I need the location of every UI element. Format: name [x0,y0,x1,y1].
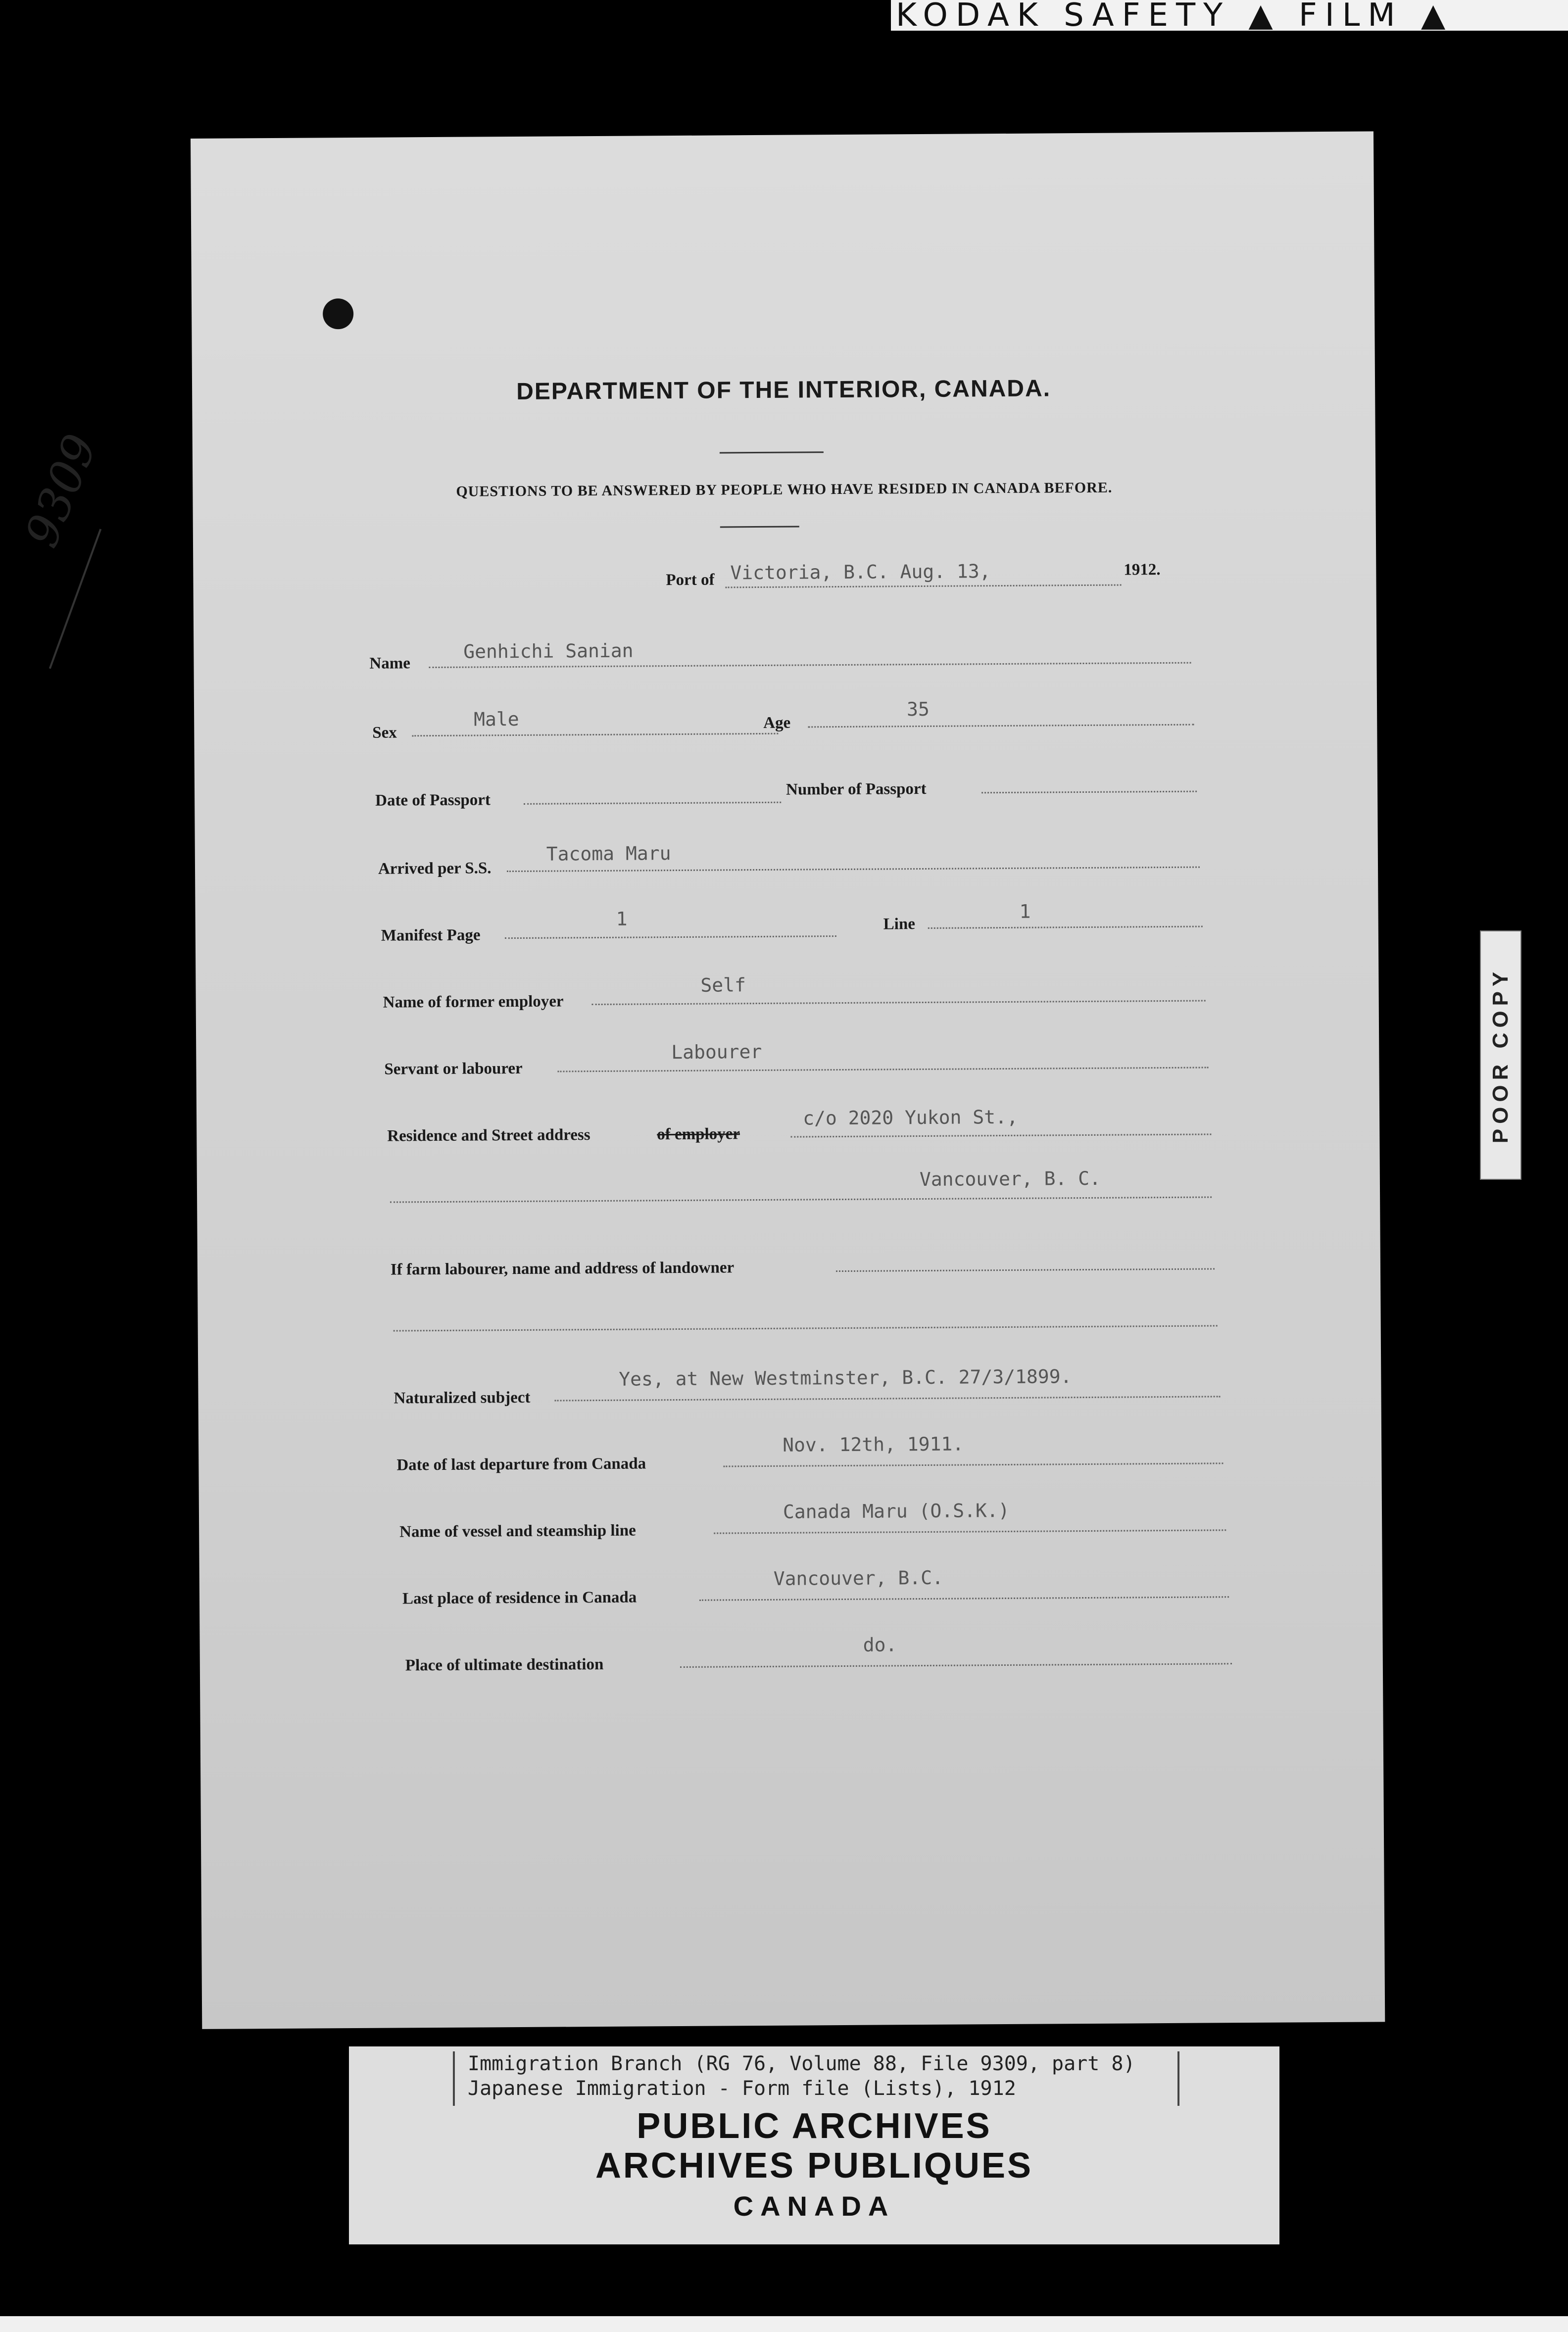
immigration-form-page [191,131,1385,2029]
vessel-line [714,1529,1226,1534]
port-line [726,584,1122,588]
servant-or-labourer-value: Labourer [671,1040,762,1064]
farm-labourer-line2 [393,1325,1218,1331]
manifest-page-value: 1 [616,908,628,930]
handwritten-file-number: 9309 [15,427,107,555]
sex-label: Sex [372,724,397,742]
form-subheader: QUESTIONS TO BE ANSWERED BY PEOPLE WHO HAVE RESIDED IN CANADA BEFORE. [456,479,1113,500]
film-edge-text: KODAK SAFETY ▲ FILM ▲ [896,0,1454,34]
header-rule [720,451,824,453]
line-value: 1 [1019,900,1031,923]
number-of-passport-line [981,791,1197,794]
year-printed: 1912. [1124,561,1161,579]
residence-label: Residence and Street address [387,1126,590,1145]
age-value: 35 [906,698,930,721]
archives-country: CANADA [733,2190,895,2222]
destination-line [680,1663,1232,1668]
servant-or-labourer-line [558,1067,1209,1072]
age-line [808,724,1194,728]
number-of-passport-label: Number of Passport [785,779,927,799]
naturalized-line [555,1396,1221,1401]
destination-value: do. [863,1634,897,1656]
destination-label: Place of ultimate destination [405,1655,604,1675]
film-bottom-edge [0,2316,1568,2332]
name-label: Name [369,654,411,673]
naturalized-label: Naturalized subject [393,1388,531,1408]
date-of-passport-label: Date of Passport [375,791,491,810]
date-of-passport-line [524,802,781,805]
last-residence-line [699,1596,1229,1601]
arrived-per-line [507,867,1200,873]
last-residence-value: Vancouver, B.C. [773,1566,944,1590]
residence-struck-label: of employer [657,1125,740,1144]
name-line [429,662,1191,668]
reference-line-1: Immigration Branch (RG 76, Volume 88, File 9309, part 8) [468,2052,1135,2075]
line-line [928,926,1203,929]
arrived-per-label: Arrived per S.S. [378,859,491,878]
name-value: Genhichi Sanian [463,639,634,663]
punch-hole [323,298,353,329]
farm-labourer-label: If farm labourer, name and address of landowner [390,1259,735,1279]
last-departure-line [723,1462,1223,1467]
port-label: Port of [666,571,715,589]
poor-copy-text: POOR COPY [1488,967,1513,1144]
line-label: Line [883,915,916,933]
last-residence-label: Last place of residence in Canada [402,1588,637,1608]
residence-value-line2: Vancouver, B. C. [919,1167,1101,1191]
manifest-page-line [505,935,836,939]
vessel-value: Canada Maru (O.S.K.) [783,1499,1010,1523]
naturalized-value: Yes, at New Westminster, B.C. 27/3/1899. [619,1365,1072,1390]
reference-line-2: Japanese Immigration - Form file (Lists), 1912 [468,2077,1016,2100]
port-value: Victoria, B.C. Aug. 13, [730,560,991,584]
former-employer-line [592,1000,1206,1006]
archives-name-french: ARCHIVES PUBLIQUES [595,2146,1033,2186]
farm-labourer-line1 [836,1268,1215,1272]
residence-line1 [790,1133,1211,1137]
former-employer-label: Name of former employer [383,992,564,1012]
residence-line2 [390,1196,1212,1203]
last-departure-value: Nov. 12th, 1911. [783,1433,964,1456]
servant-or-labourer-label: Servant or labourer [384,1059,523,1078]
last-departure-label: Date of last departure from Canada [396,1455,646,1474]
sex-line [412,733,778,737]
residence-value-line1: c/o 2020 Yukon St., [802,1106,1018,1129]
vessel-label: Name of vessel and steamship line [399,1521,636,1541]
archives-label-card [349,2046,1279,2244]
subheader-rule [720,526,799,528]
arrived-per-value: Tacoma Maru [546,842,671,865]
age-label: Age [763,714,791,732]
form-header: DEPARTMENT OF THE INTERIOR, CANADA. [516,375,1051,405]
poor-copy-stamp [1480,930,1521,1180]
sex-value: Male [474,708,519,730]
manifest-page-label: Manifest Page [381,926,481,945]
archives-name-english: PUBLIC ARCHIVES [637,2106,992,2146]
former-employer-value: Self [700,974,746,996]
